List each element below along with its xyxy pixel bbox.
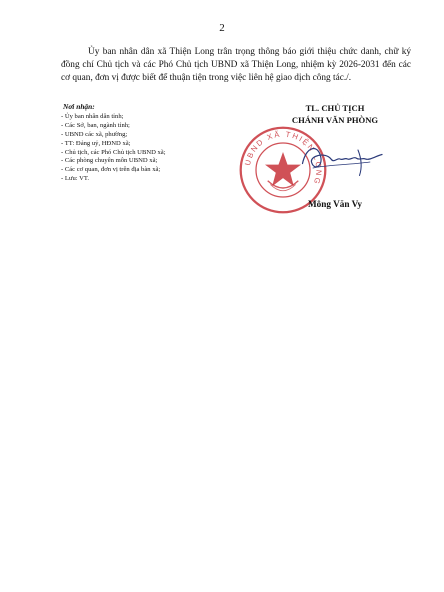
- recipient-item: - Lưu: VT.: [61, 175, 90, 183]
- seal-ring-text: UBND XÃ THIỆN LONG: [242, 129, 324, 187]
- recipient-item: - UBND các xã, phường;: [61, 130, 128, 138]
- recipients-title: Nơi nhận:: [63, 102, 95, 111]
- page-number: 2: [219, 22, 225, 34]
- recipient-item: - Chủ tịch, các Phó Chủ tịch UBND xã;: [61, 148, 166, 156]
- recipient-item: - Các phòng chuyên môn UBND xã;: [61, 157, 158, 165]
- handwritten-signature: [295, 135, 385, 180]
- signature-title-line2: CHÁNH VĂN PHÒNG: [291, 114, 379, 125]
- signature-title-line1: TL. CHỦ TỊCH: [305, 103, 365, 113]
- recipients-list: [61, 113, 251, 184]
- body-paragraph: [61, 46, 411, 85]
- recipient-item: - Các Sở, ban, ngành tỉnh;: [61, 121, 130, 129]
- body-paragraph-text: Ủy ban nhân dân xã Thiện Long trân trọng thông báo giới thiệu chức danh, chữ ký đồng chí Chủ tịch và các Phó Chủ tịch UBND xã Thiện Long, nhiệm kỳ 2026-2031 đến các cơ quan, đơn vị được biết để thuận tiện trong việc liên hệ giao dịch công tác./.: [61, 47, 411, 83]
- signature-title-block: [275, 103, 395, 126]
- seal-emblem-arc: [268, 181, 299, 188]
- signer-name: Mông Văn Vy: [308, 199, 362, 209]
- recipients-block: [61, 103, 251, 184]
- recipient-item: - TT: Đảng uỷ, HĐND xã;: [61, 139, 131, 147]
- recipient-item: - Ủy ban nhân dân tỉnh;: [61, 112, 124, 120]
- recipient-item: - Các cơ quan, đơn vị trên địa bàn xã;: [61, 166, 161, 174]
